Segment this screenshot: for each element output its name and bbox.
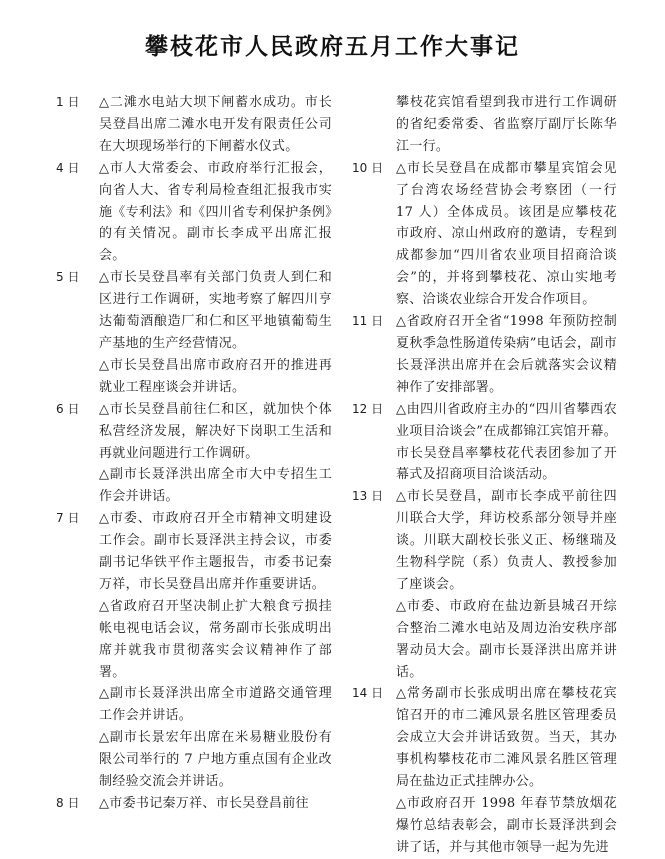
entry-paragraph: △市委、市政府召开全市精神文明建设工作会。副市长聂泽洪主持会议，市委副书记华铁平作主题报告，市委书记秦万祥，市长吴登昌出席并作重要讲话。	[99, 511, 332, 592]
entry-paragraph: △市长吴登昌率有关部门负责人到仁和区进行工作调研，实地考察了解四川亨达葡萄酒酿造厂和仁和区平地镇葡萄生产基地的生产经营情况。	[99, 270, 332, 351]
entry-date: 4 日	[56, 160, 80, 175]
entry-paragraph: △市委、市政府在盐边新县城召开综合整治二滩水电站及周边治安秩序部署动员大会。副市长聂泽洪出席并讲话。	[396, 598, 617, 680]
diary-entry	[56, 508, 332, 793]
entry-paragraph: △市长吴登昌前往仁和区，就加快个体私营经济发展，解决好下岗职工生活和再就业问题进行工作调研。	[99, 401, 332, 461]
entry-date: 11 日	[352, 314, 384, 329]
entry-date: 7 日	[56, 511, 80, 526]
entry-date: 14 日	[352, 686, 384, 701]
entry-paragraph: △副市长聂泽洪出席全市道路交通管理工作会并讲话。	[99, 686, 332, 724]
entry-paragraph: △市人大常委会、市政府举行汇报会，向省人大、省专利局检查组汇报我市实施《专利法》和《四川省专利保护条例》的有关情况。副市长李成平出席汇报会。	[99, 160, 332, 264]
entry-date: 10 日	[352, 160, 384, 175]
entry-date: 5 日	[56, 270, 80, 285]
entry-paragraph: △省政府召开全省“1998 年预防控制夏秋季急性肠道传染病”电话会，副市长聂泽洪出席并在会后就落实会议精神作了安排部署。	[396, 314, 617, 395]
diary-entry	[352, 399, 617, 487]
entry-paragraph: △省政府召开坚决制止扩大粮食亏损挂帐电视电话会议，常务副市长张成明出席并就我市贯彻落实会议精神作了部署。	[99, 598, 332, 680]
diary-entry	[56, 267, 332, 398]
diary-entry	[352, 158, 617, 311]
diary-entry	[56, 399, 332, 509]
right-column	[352, 92, 617, 859]
diary-entry	[352, 92, 617, 158]
entry-paragraph: △二滩水电站大坝下闸蓄水成功。市长吴登昌出席二滩水电开发有限责任公司在大坝现场举行的下闸蓄水仪式。	[99, 95, 332, 154]
entry-paragraph: △市长吴登昌在成都市攀星宾馆会见了台湾农场经营协会考察团（一行 17 人）全体成员。该团是应攀枝花市政府、凉山州政府的邀请，专程到成都参加“四川省农业项目招商洽谈会”的，并将到攀枝花、凉山实地考察、洽谈农业综合开发合作项目。	[396, 160, 617, 308]
page-title: 攀枝花市人民政府五月工作大事记	[145, 34, 520, 60]
entry-paragraph: 攀枝花宾馆看望到我市进行工作调研的省纪委常委、省监察厅副厅长陈华江一行。	[396, 95, 617, 154]
entry-date: 6 日	[56, 401, 80, 416]
entry-paragraph: △市长吴登昌，副市长李成平前往四川联合大学，拜访校系部分领导并座谈。川联大副校长张义正、杨继瑞及生物科学院（系）负责人、教授参加了座谈会。	[396, 489, 617, 592]
entry-paragraph: △市政府召开 1998 年春节禁放烟花爆竹总结表彰会，副市长聂泽洪到会讲了话，并与其他市领导一起为先进	[396, 796, 617, 855]
diary-entry	[56, 158, 332, 268]
entry-paragraph: △由四川省政府主办的“四川省攀西农业项目洽谈会”在成都锦江宾馆开幕。市长吴登昌率攀枝花代表团参加了开幕式及招商项目洽谈活动。	[396, 401, 617, 483]
diary-entry	[56, 92, 332, 158]
left-column	[56, 92, 332, 815]
diary-entry	[352, 683, 617, 858]
entry-date: 12 日	[352, 401, 384, 416]
entry-paragraph: △市委书记秦万祥、市长吴登昌前往	[99, 796, 309, 811]
entry-paragraph: △副市长景宏年出席在米易糖业股份有限公司举行的 7 户地方重点国有企业改制经验交流会并讲话。	[99, 730, 332, 790]
entry-date: 1 日	[56, 95, 80, 109]
diary-entry	[352, 486, 617, 683]
entry-paragraph: △市长吴登昌出席市政府召开的推进再就业工程座谈会并讲话。	[99, 357, 332, 395]
entry-paragraph: △副市长聂泽洪出席全市大中专招生工作会并讲话。	[99, 467, 332, 505]
entry-paragraph: △常务副市长张成明出席在攀枝花宾馆召开的市二滩风景名胜区管理委员会成立大会并讲话致贺。当天，其办事机构攀枝花市二滩风景名胜区管理局在盐边正式挂牌办公。	[396, 686, 617, 790]
entry-date: 8 日	[56, 796, 80, 810]
diary-entry	[352, 311, 617, 399]
entry-date: 13 日	[352, 489, 384, 504]
diary-entry	[56, 793, 332, 815]
